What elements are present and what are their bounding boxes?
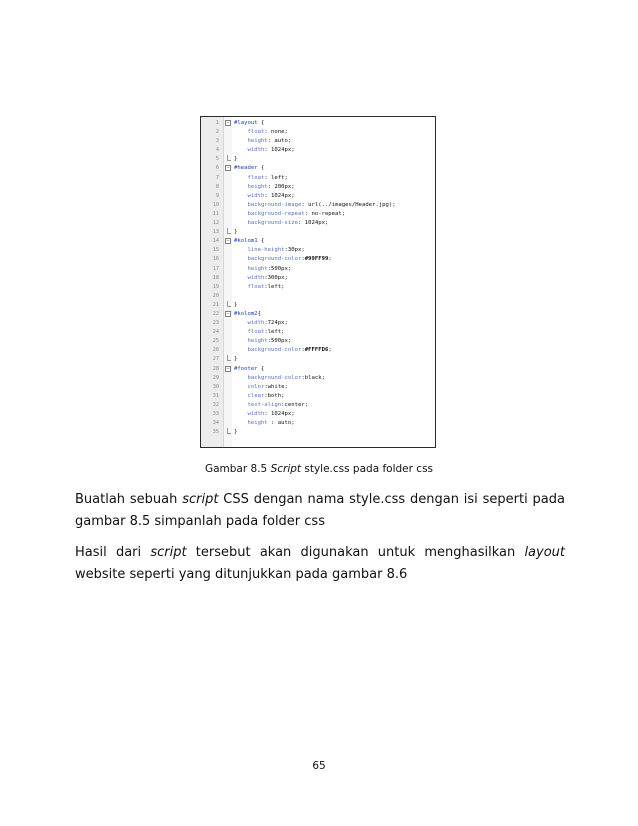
line-number: 27	[212, 356, 219, 363]
line-number: 2	[215, 129, 219, 136]
p2-text-e: website seperti yang ditunjukkan pada gambar 8.6	[75, 567, 408, 582]
code-token: : 1024px;	[298, 220, 329, 227]
line-number: 13	[212, 229, 219, 236]
code-token: #kolom2	[234, 310, 258, 317]
code-token: text-align	[234, 401, 282, 408]
code-line	[201, 392, 435, 401]
code-line	[201, 128, 435, 137]
code-line	[201, 237, 435, 246]
line-number: 15	[212, 247, 219, 254]
caption-prefix: Gambar 8.5	[204, 463, 271, 475]
code-token: : auto;	[267, 420, 295, 427]
code-token: height	[234, 420, 268, 427]
code-text	[234, 283, 285, 292]
code-token: width	[234, 147, 265, 154]
code-text	[234, 346, 332, 355]
code-token: : no-repeat;	[304, 210, 346, 217]
p1-italic-script: script	[182, 492, 219, 507]
code-text	[234, 237, 264, 246]
code-token: :	[301, 347, 305, 354]
line-number: 19	[212, 283, 219, 290]
code-token: :left;	[264, 329, 285, 336]
code-token: }	[234, 429, 238, 436]
code-text	[234, 265, 291, 274]
code-line	[201, 219, 435, 228]
line-number: 7	[215, 174, 219, 181]
code-token: : 1024px;	[264, 192, 295, 199]
code-line	[201, 292, 435, 301]
code-line	[201, 401, 435, 410]
code-text	[234, 419, 295, 428]
code-line	[201, 346, 435, 355]
code-text	[234, 174, 288, 183]
code-token: : 1024px;	[264, 411, 295, 417]
code-text	[234, 301, 237, 310]
p1-text-a: Buatlah sebuah	[75, 492, 183, 507]
line-number: 6	[215, 165, 219, 172]
code-text	[234, 119, 264, 128]
fold-toggle-icon[interactable]: −	[226, 310, 230, 317]
code-token: height	[234, 183, 268, 190]
code-token: :	[301, 256, 305, 263]
code-token: background-size	[234, 220, 298, 227]
line-number: 22	[212, 310, 219, 317]
code-text	[234, 374, 325, 383]
line-number: 30	[212, 383, 219, 390]
code-token: : url(../images/Header.jpg);	[301, 201, 396, 208]
code-token: : 1024px;	[264, 147, 295, 154]
code-token: height	[234, 338, 268, 345]
line-number: 25	[212, 338, 219, 345]
code-text	[234, 201, 396, 210]
p2-italic-layout: layout	[524, 545, 565, 560]
line-number: 14	[212, 238, 219, 245]
line-number: 20	[212, 292, 219, 299]
code-line	[201, 365, 435, 374]
code-line	[201, 410, 435, 419]
code-line	[201, 246, 435, 255]
line-number: 3	[215, 138, 219, 145]
code-text	[234, 310, 261, 319]
paragraph-result	[75, 542, 565, 586]
code-line	[201, 210, 435, 219]
p2-text-c: tersebut akan digunakan untuk menghasilkan	[186, 545, 525, 560]
code-text	[234, 401, 308, 410]
code-line	[201, 119, 435, 128]
code-text	[234, 365, 264, 374]
code-token: clear	[234, 392, 265, 399]
code-line	[201, 274, 435, 283]
code-token: :white;	[264, 383, 288, 390]
code-token: color	[234, 383, 265, 390]
code-token: float	[234, 329, 265, 336]
code-line	[201, 174, 435, 183]
line-number: 17	[212, 265, 219, 272]
page-number: 65	[312, 760, 326, 772]
code-text	[234, 383, 288, 392]
code-line	[201, 164, 435, 173]
code-text	[234, 146, 295, 155]
code-token: background-image	[234, 201, 302, 208]
p2-text-a: Hasil dari	[75, 545, 151, 560]
p1-text-c: CSS dengan nama style.css dengan isi seperti pada gambar 8.5 simpanlah pada folder css	[75, 492, 565, 529]
code-token: :500px;	[267, 338, 292, 345]
line-number: 32	[212, 401, 219, 408]
figure-caption	[0, 463, 638, 475]
code-token: background-color	[234, 374, 302, 381]
code-token: }	[234, 301, 238, 308]
code-token: :left;	[264, 283, 285, 290]
code-screenshot-figure	[200, 116, 436, 448]
code-line	[201, 283, 435, 292]
code-token: : left;	[264, 174, 288, 181]
code-text	[234, 228, 237, 237]
code-line	[201, 146, 435, 155]
line-number: 11	[212, 210, 219, 217]
code-line	[201, 383, 435, 392]
code-text	[234, 219, 328, 228]
code-token: :both;	[264, 392, 285, 399]
code-text	[234, 164, 264, 173]
code-token: float	[234, 174, 265, 181]
code-line	[201, 155, 435, 164]
line-number: 10	[212, 201, 219, 208]
code-text	[234, 428, 237, 437]
code-line	[201, 137, 435, 146]
fold-end-marker-icon	[227, 155, 231, 161]
line-number: 23	[212, 320, 219, 327]
code-token: }	[234, 229, 238, 236]
code-token: height	[234, 265, 268, 272]
line-number: 9	[215, 192, 219, 199]
code-token: #header	[234, 165, 258, 172]
code-token: : auto;	[267, 138, 292, 145]
code-token: width	[234, 274, 265, 281]
code-line	[201, 355, 435, 364]
code-line	[201, 255, 435, 264]
code-token: {	[257, 310, 261, 317]
code-line	[201, 183, 435, 192]
code-token: }	[234, 156, 238, 163]
code-token: {	[257, 238, 265, 245]
code-text	[234, 128, 288, 137]
code-text	[234, 410, 295, 419]
fold-toggle-icon[interactable]: −	[226, 238, 230, 245]
line-number: 29	[212, 374, 219, 381]
code-token: : 200px;	[267, 183, 295, 190]
code-token: float	[234, 129, 265, 136]
code-token: #99FF99	[304, 256, 329, 263]
code-text	[234, 337, 291, 346]
code-token: background-color	[234, 347, 302, 354]
code-token: }	[234, 356, 238, 363]
code-text	[234, 328, 285, 337]
caption-suffix: style.css pada folder css	[301, 463, 434, 475]
code-line	[201, 301, 435, 310]
code-token: :center;	[281, 401, 309, 408]
code-token: background-color	[234, 256, 302, 263]
line-number: 34	[212, 420, 219, 427]
code-token: width	[234, 411, 265, 417]
line-number: 35	[212, 429, 219, 436]
code-token: line-height	[234, 247, 285, 254]
code-token: :black;	[301, 374, 325, 381]
code-line	[201, 265, 435, 274]
code-text	[234, 319, 288, 328]
code-line	[201, 428, 435, 437]
code-token: ;	[328, 347, 332, 354]
code-token: {	[257, 165, 265, 172]
fold-toggle-icon[interactable]: −	[226, 365, 230, 372]
fold-toggle-icon[interactable]: −	[226, 165, 230, 172]
code-text	[234, 210, 345, 219]
code-line	[201, 374, 435, 383]
paragraph-instruction	[75, 489, 565, 533]
code-token: {	[257, 120, 265, 126]
code-line	[201, 328, 435, 337]
code-token: #kolom1	[234, 238, 258, 245]
code-text	[234, 183, 295, 192]
code-text	[234, 137, 291, 146]
code-line	[201, 419, 435, 428]
code-token: :300px;	[264, 274, 288, 281]
code-token: :30px;	[284, 247, 305, 254]
code-line	[201, 192, 435, 201]
line-number: 33	[212, 411, 219, 417]
code-line	[201, 201, 435, 210]
line-number: 12	[212, 220, 219, 227]
fold-end-marker-icon	[227, 228, 231, 234]
code-text	[234, 355, 237, 364]
line-number: 5	[215, 156, 219, 163]
line-number: 21	[212, 301, 219, 308]
code-token: height	[234, 138, 268, 145]
code-token: ;	[328, 256, 332, 263]
code-lines	[201, 119, 435, 437]
code-token: width	[234, 320, 265, 327]
line-number: 18	[212, 274, 219, 281]
line-number: 8	[215, 183, 219, 190]
fold-end-marker-icon	[227, 355, 231, 361]
code-token: background-repeat	[234, 210, 305, 217]
code-token: float	[234, 283, 265, 290]
code-text	[234, 246, 305, 255]
fold-end-marker-icon	[227, 428, 231, 434]
code-line	[201, 228, 435, 237]
code-token: :724px;	[264, 320, 288, 327]
code-line	[201, 319, 435, 328]
fold-toggle-icon[interactable]: −	[226, 120, 230, 126]
code-token: #footer	[234, 365, 258, 372]
caption-italic: Script	[270, 463, 302, 475]
code-line	[201, 310, 435, 319]
fold-end-marker-icon	[227, 301, 231, 307]
line-number: 31	[212, 392, 219, 399]
line-number: 24	[212, 329, 219, 336]
code-token: #layout	[234, 120, 258, 126]
code-text	[234, 192, 295, 201]
p2-italic-script: script	[150, 545, 187, 560]
code-token: :500px;	[267, 265, 292, 272]
code-text	[234, 255, 332, 264]
line-number: 1	[215, 120, 219, 126]
line-number: 4	[215, 147, 219, 154]
code-line	[201, 337, 435, 346]
code-token: width	[234, 192, 265, 199]
code-text	[234, 274, 288, 283]
code-text	[234, 392, 285, 401]
line-number: 26	[212, 347, 219, 354]
code-token: {	[257, 365, 265, 372]
code-text	[234, 155, 237, 164]
code-token: : none;	[264, 129, 288, 136]
line-number: 16	[212, 256, 219, 263]
line-number: 28	[212, 365, 219, 372]
code-token: #FFFFD6	[304, 347, 329, 354]
